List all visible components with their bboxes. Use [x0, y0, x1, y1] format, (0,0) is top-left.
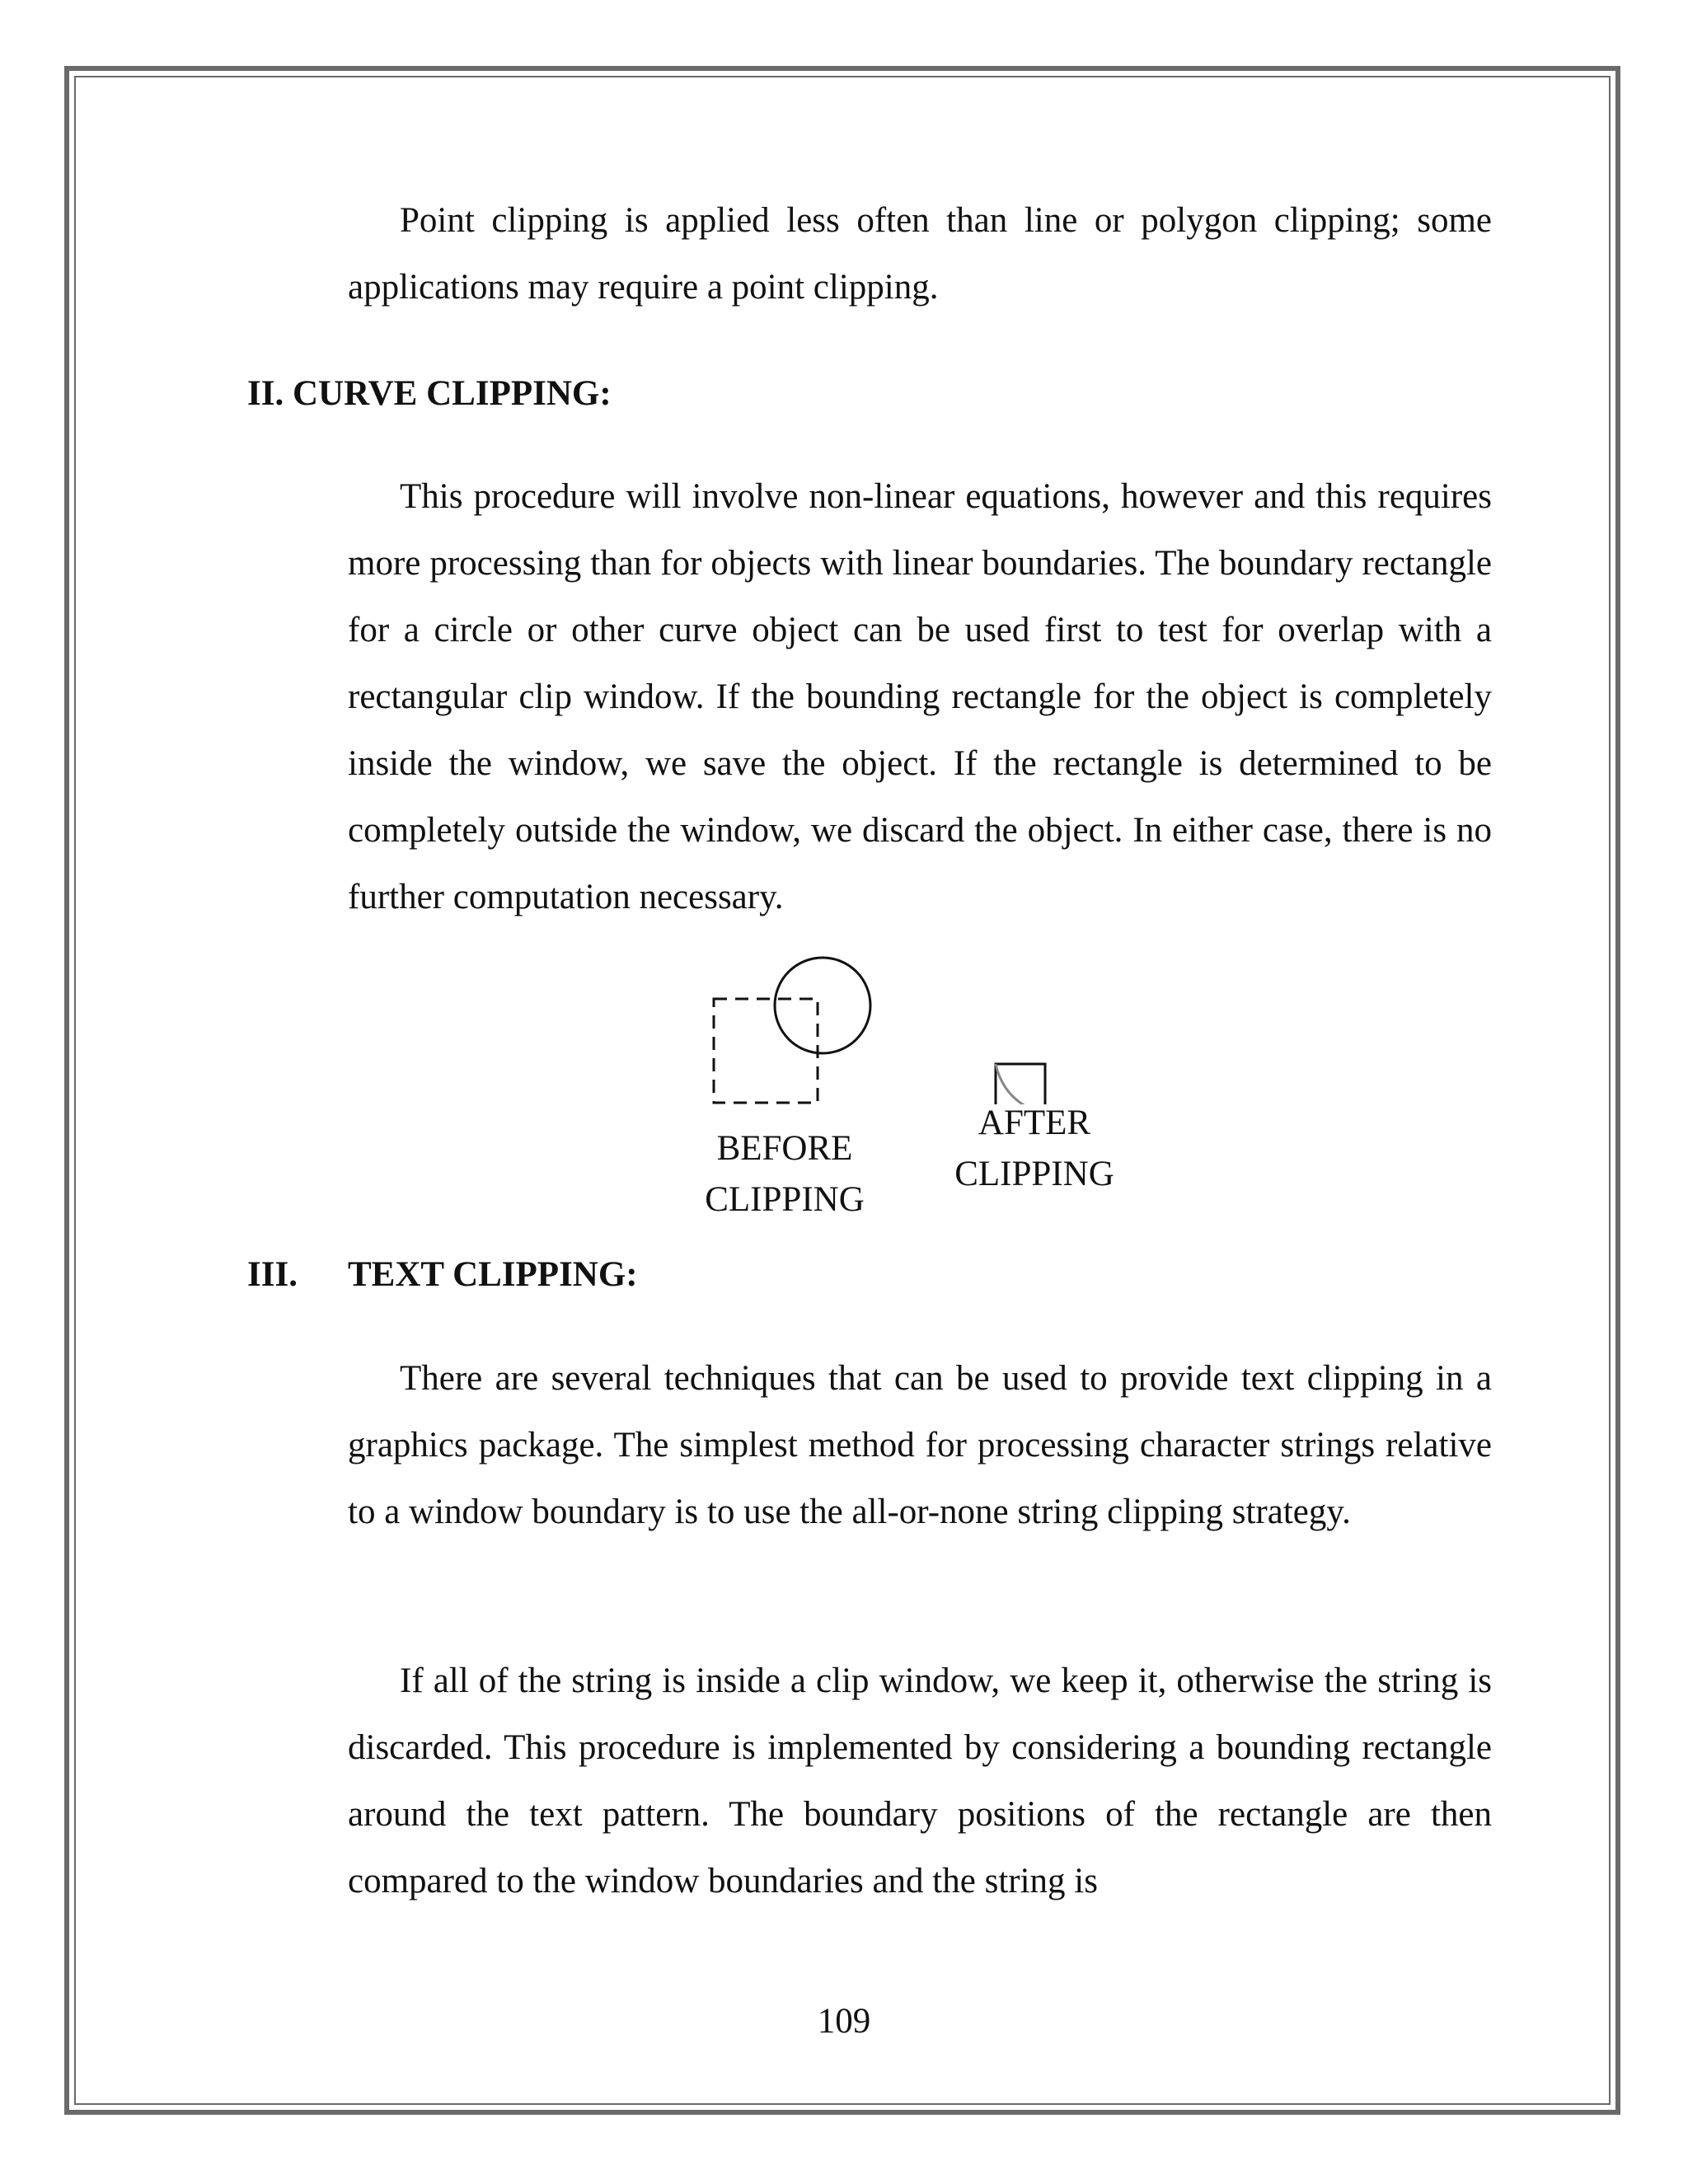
- curve-clipping-paragraph: This procedure will involve non-linear equations, however and this requires more processing than for objects with linear boundaries. The boundary rectangle for a circle or other curve object can be used first to test for overlap with a rectangular clip window. If the bounding rectangle for the object is completely inside the window, we save the object. If the rectangle is determined to be completely outside the window, we discard the object. In either case, there is no further computation necessary.: [348, 477, 1492, 916]
- curve-clipping-heading: II. CURVE CLIPPING:: [247, 374, 612, 413]
- clipping-illustration: [676, 940, 1137, 1104]
- text-clipping-paragraph-2: If all of the string is inside a clip window, we keep it, otherwise the string is discarded. This procedure is implemented by considering a bounding rectangle around the text pattern. The boundary positions of the rectangle are then compared to the window boundaries and the string is: [348, 1661, 1492, 1900]
- intro-paragraph: Point clipping is applied less often than line or polygon clipping; some applications may require a point clipping.: [348, 201, 1492, 307]
- after-clipping-caption: [923, 1098, 1146, 1200]
- before-caption-line2: CLIPPING: [705, 1180, 865, 1219]
- text-clipping-heading: TEXT CLIPPING:: [348, 1255, 638, 1294]
- circle-object: [775, 958, 870, 1053]
- text-clipping-paragraph-1: There are several techniques that can be used to provide text clipping in a graphics package. The simplest method for processing character strings relative to a window boundary is to use the all-or-none string clipping strategy.: [348, 1359, 1492, 1531]
- after-caption-line2: CLIPPING: [954, 1155, 1114, 1193]
- clip-window-dashed: [714, 999, 818, 1103]
- before-caption-line1: BEFORE: [716, 1129, 853, 1168]
- after-caption-line1: AFTER: [978, 1104, 1091, 1142]
- before-clipping-caption: [678, 1123, 892, 1226]
- clipping-diagram: [676, 940, 1137, 1104]
- text-clipping-number: III.: [247, 1255, 298, 1294]
- page-number: 109: [817, 2002, 871, 2041]
